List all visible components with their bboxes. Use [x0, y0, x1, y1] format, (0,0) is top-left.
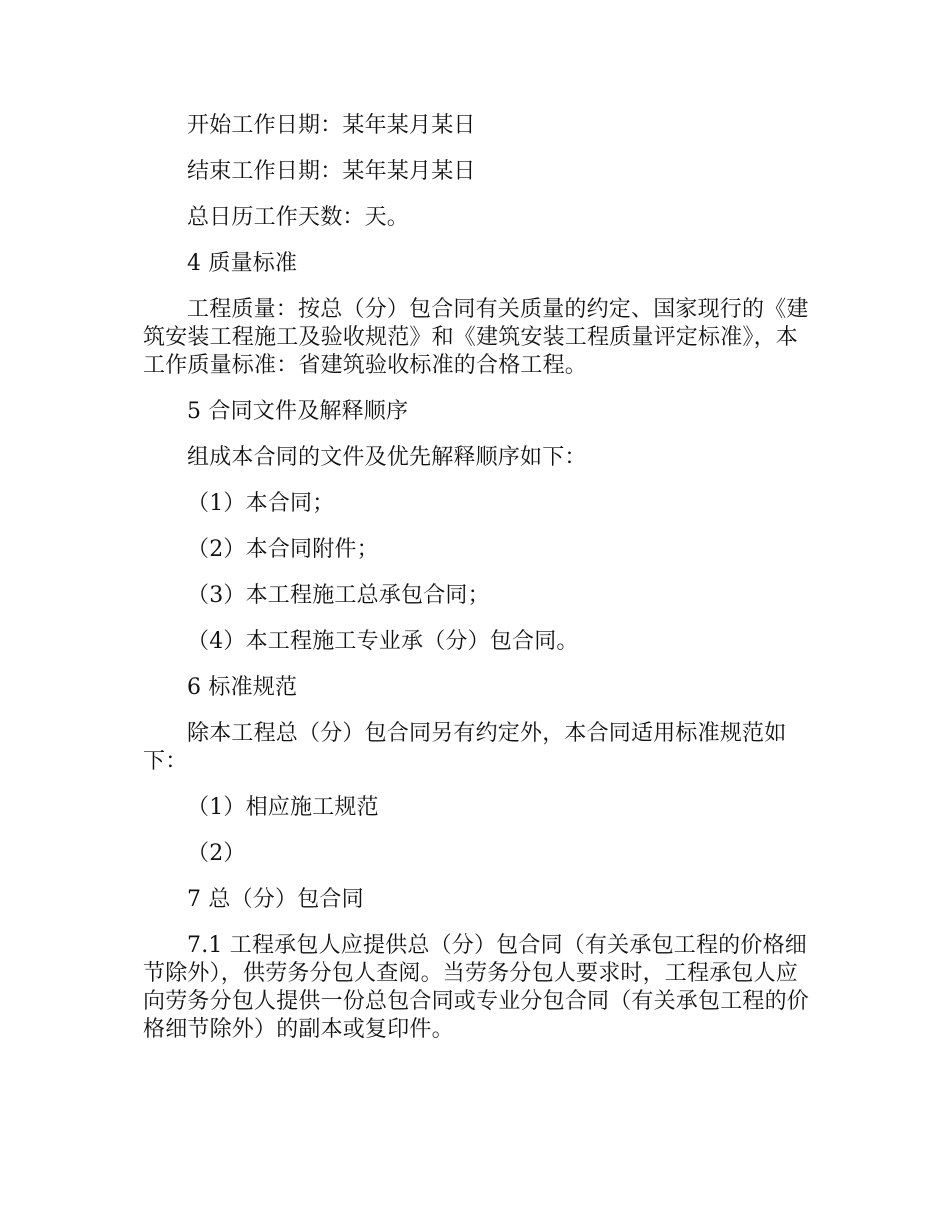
section-heading-documents: 5 合同文件及解释顺序 — [187, 399, 409, 424]
list-item: （2）本合同附件； — [187, 537, 379, 562]
end-date-line: 结束工作日期：某年某月某日 — [187, 159, 476, 184]
document-body — [143, 112, 815, 1062]
contract-paragraph: 7.1 工程承包人应提供总（分）包合同（有关承包工程的价格细节除外），供劳务分包人查阅。当劳务分包人要求时，工程承包人应向劳务分包人提供一份总包合同或专业分包合同（有关承包工程的价格细节除外）的副本或复印件。 — [143, 933, 810, 1042]
start-date-line: 开始工作日期：某年某月某日 — [187, 113, 476, 138]
list-item: （2） — [187, 841, 246, 866]
total-days-line: 总日历工作天数：天。 — [187, 205, 410, 230]
list-item: （4）本工程施工专业承（分）包合同。 — [187, 629, 579, 654]
section-heading-standards: 6 标准规范 — [187, 675, 298, 700]
standards-paragraph: 除本工程总（分）包合同另有约定外，本合同适用标准规范如下： — [143, 721, 787, 774]
section-heading-quality: 4 质量标准 — [187, 251, 298, 276]
quality-paragraph: 工程质量：按总（分）包合同有关质量的约定、国家现行的《建筑安装工程施工及验收规范》和《建筑安装工程质量评定标准》，本工作质量标准：省建筑验收标准的合格工程。 — [143, 297, 809, 378]
list-item: （1）相应施工规范 — [187, 795, 379, 820]
list-item: （3）本工程施工总承包合同； — [187, 583, 490, 608]
documents-intro: 组成本合同的文件及优先解释顺序如下： — [187, 445, 587, 470]
section-heading-contract: 7 总（分）包合同 — [187, 887, 364, 912]
list-item: （1）本合同； — [187, 491, 335, 516]
